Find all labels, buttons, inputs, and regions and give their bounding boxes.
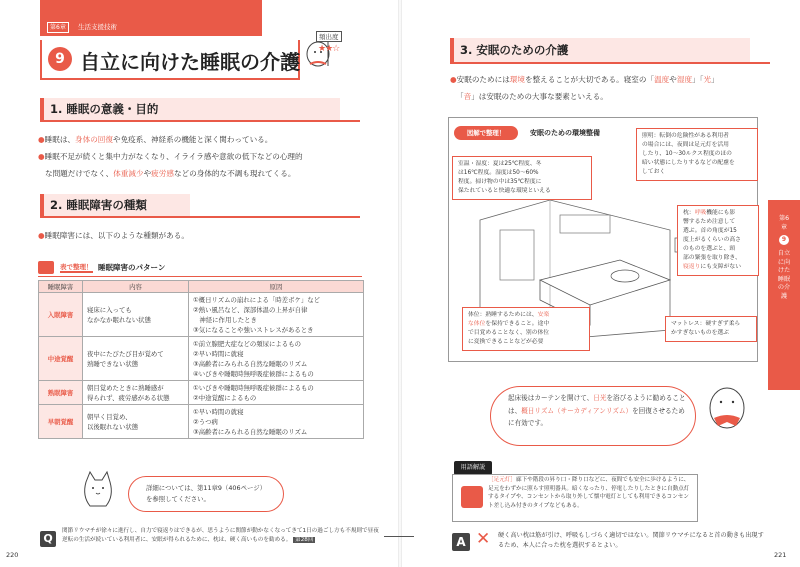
table-row [39, 405, 364, 439]
table-row-label: 早朝覚醒 [39, 405, 83, 439]
side-tab-number: 9 [779, 235, 789, 245]
table-cell-content: 夜中にたびたび目が覚めて 熟睡できない状態 [83, 337, 189, 381]
table-header: 内容 [83, 281, 189, 293]
table-header: 睡眠障害 [39, 281, 83, 293]
chapter-header-bar [40, 0, 262, 36]
table-title: 睡眠障害のパターン [98, 263, 166, 272]
table-row [39, 293, 364, 337]
table-cell-causes: ①概日リズムの崩れによる「時差ボケ」など ②熱い風呂など、深部体温の上昇が自律 神経に作用したとき ③気になることや強いストレスがあるとき [189, 293, 364, 337]
callout-mattress: マットレス：硬すぎず柔ら かすぎないものを選ぶ [665, 316, 757, 342]
table-row-label: 入眠障害 [39, 293, 83, 337]
callout-temperature: 室温・湿度：夏は25℃程度、冬 は16℃程度。湿度は50〜60% 程度。掃け物の中は35℃程度に 保たれていると快適な環境といえる [452, 156, 592, 200]
exam-tag: 第28回 [295, 536, 314, 543]
section-3-line-1: ●安眠のためには環境を整えることが大切である。寝室の「温度や湿度」「光」 [450, 75, 719, 84]
table-cell-content: 寝床に入っても なかなか眠れない状態 [83, 293, 189, 337]
table-icon [38, 261, 54, 274]
callout-pillow: 枕：呼吸機能にも影 響するため注意して 選ぶ。首の角度が15 度上がるくらいの高さ のものを選ぶと、頸 部の緊張を取り除き、 寝返りにも支障がない [677, 205, 759, 276]
book-gutter [398, 0, 402, 567]
table-row-label: 中途覚醒 [39, 337, 83, 381]
answer-text: 硬く高い枕は筋が引け、呼吸もしづらく適切ではない。関節リウマチになると首の動きも出現するため、本人に合った枕を選択するとよい。 [498, 532, 764, 549]
bullet-2: ●睡眠不足が続くと集中力がなくなり、イライラ感や意欲の低下などの心理的 [38, 152, 303, 161]
callout-lighting: 照明：転倒の危険性がある利用者 の場合には、夜間は足元灯を活用 したり、10〜30ルクス程度のほの 暗い状態にしたりするなどの配慮を しておく [636, 128, 758, 181]
question-text: 関節リウマチが徐々に進行し、自力で寝返りはできるが、思うように関節が動かなくなってきて1日の過ごし方も不規則で昼夜逆転の生活が続いている利用者に、安眠が得られるために、枕は、硬く高いものを勧める。 第28回 [62, 528, 379, 543]
section-3-rule [450, 62, 770, 64]
speech-text-right: 起床後はカーテンを開けて、日光を浴びるように勧めることは、概日リズム（サーカディアンリズム）を回復させるために有効です。 [508, 394, 686, 427]
glossary-tag: 用語解説 [454, 461, 492, 475]
table-tag: 表で整理！ [60, 263, 93, 271]
table-row [39, 337, 364, 381]
section-2-rule [40, 216, 360, 218]
bullet-2-cont: な問題だけでなく、体重減少や疲労感などの身体的な不調も現れてくる。 [45, 169, 296, 178]
illustration-title: 安眠のための環境整備 [530, 129, 600, 137]
table-cell-content: 朝早く目覚め、 以後眠れない状態 [83, 405, 189, 439]
section-1-rule [40, 120, 360, 122]
frequency-stars: ★★☆ [318, 44, 340, 54]
section-2-intro: ●睡眠障害には、以下のような種類がある。 [38, 231, 189, 240]
section-3-line-2: 「音」は安眠のための大事な要素といえる。 [456, 92, 608, 101]
table-cell-causes: ①早い時間の就寝 ②うつ病 ③高齢者にみられる自然な睡眠のリズム [189, 405, 364, 439]
chapter-tag: 第6章 [47, 22, 69, 33]
table-rule [38, 276, 362, 277]
page-number-left: 220 [6, 551, 19, 559]
section-3-title: 3. 安眠のための介護 [460, 43, 569, 57]
bullet-1: ●睡眠は、身体の回復や免疫系、神経系の機能と深く関わっている。 [38, 135, 273, 144]
section-1-title: 1. 睡眠の意義・目的 [50, 102, 159, 116]
table-row [39, 381, 364, 405]
table-header-row [39, 281, 364, 293]
cat-mascot-icon [78, 470, 118, 514]
illustration-tag: 図解で整理！ [454, 126, 518, 140]
question-mark: Q [40, 531, 56, 547]
section-2-title: 2. 睡眠障害の種類 [50, 198, 147, 212]
table-cell-content: 朝目覚めたときに熟睡感が 得られず、疲労感がある状態 [83, 381, 189, 405]
side-tab-title: 自立に向けた睡眠の介護 [777, 250, 791, 300]
table-cell-causes: ①前立腺肥大症などの頻尿によるもの ②早い時間に就寝 ③高齢者にみられる自然な睡眠のリズム ④いびきや睡眠時無呼吸症候群によるもの [189, 337, 364, 381]
chapter-name: 生活支援技術 [78, 23, 117, 31]
table-row-label: 熟眠障害 [39, 381, 83, 405]
sleep-disorder-table [38, 280, 364, 439]
qa-arrow [384, 536, 414, 537]
page-number-right: 221 [774, 551, 787, 559]
table-cell-causes: ①いびきや睡眠時無呼吸症候群によるもの ②中途覚醒によるもの [189, 381, 364, 405]
page-title: 自立に向けた睡眠の介護 [80, 50, 300, 74]
speech-text: 詳細については、第11章9（406ページ） を参照してください。 [146, 484, 266, 503]
frequency-label: 頻出度 [316, 31, 342, 42]
lesson-number: 9 [48, 47, 72, 71]
answer-mark: A [452, 533, 470, 551]
table-header: 原因 [189, 281, 364, 293]
side-tab-chapter: 第6章 [778, 215, 790, 231]
callout-posture: 体位：熟睡するためには、安楽 な体位を保持できること。途中 で目覚めることなく、別の体位 に変換できることなどが必要 [462, 307, 590, 351]
capybara-mascot-icon [704, 378, 750, 432]
glossary-text: ［足元灯］廊下や階段の昇り口・降り口などに、夜間でも安全に歩けるように、足元をわずかに照らす照明器具。暗くなったり、停電したりしたときに自動点灯するタイプや、コンセントから取り外して懐中電灯としても利用できるコンセント差し込み付きのタイプなどもある。 [488, 477, 690, 509]
answer-result-icon: ✕ [476, 529, 491, 549]
glossary-icon [461, 486, 483, 508]
